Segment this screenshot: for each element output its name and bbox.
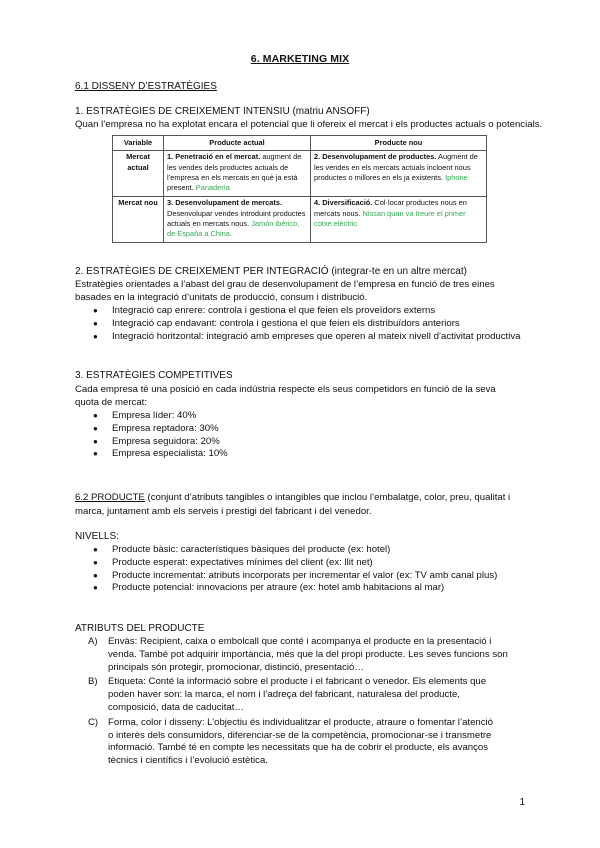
table-header-cell: Variable: [113, 136, 164, 151]
bullet-icon: ●: [93, 545, 98, 554]
list-item: [88, 676, 548, 714]
table-cell: [164, 151, 311, 197]
table-header-row: [113, 136, 487, 151]
list-letter: A): [88, 636, 98, 647]
strategy-example: Iphone: [445, 172, 468, 182]
paragraph-line: tècnics i científics i l’evolució estètica.: [108, 755, 268, 767]
list-letter: B): [88, 676, 98, 688]
integration-list: [75, 305, 545, 343]
producte-definition: (conjunt d’atributs tangibles o intangibles que inclou l’embalatge, color, preu, qualitat i: [144, 492, 511, 503]
list-item: [75, 448, 545, 461]
bullet-icon: ●: [93, 449, 98, 459]
section-heading-producte-line: [75, 491, 545, 504]
table-cell: [311, 151, 487, 197]
strategy-text: Col·locar productes nous en mercats nous.: [314, 198, 467, 218]
strategy-text: augment de les vendes dels productes actuals de l’empresa en els mercats en què ja està present.: [167, 152, 302, 193]
intro-creixement-intensiu: Quan l’empresa no ha explotat encara el potencial que li ofereix el mercat i els productes actuals o potencials.: [75, 119, 543, 130]
bullet-icon: ●: [93, 436, 98, 446]
list-item: [75, 331, 545, 344]
page-number: 1: [519, 797, 525, 808]
heading-competitives: 3. ESTRATÈGIES COMPETITIVES: [75, 370, 233, 381]
paragraph-line: Estratègies orientades a l’abast del grau de desenvolupament de l’empresa en funció de tres eines: [75, 279, 495, 290]
list-item: [75, 570, 545, 583]
nivells-list: [75, 544, 545, 595]
strategy-example: Panadería: [195, 183, 230, 193]
list-item-text: Producte bàsic: característiques bàsiques del producte (ex: hotel): [112, 544, 391, 555]
table-header-cell: Producte actual: [164, 136, 311, 151]
list-item: [75, 318, 545, 331]
table-header-cell: Producte nou: [311, 136, 487, 151]
table-cell-variable: Mercat actual: [113, 151, 164, 197]
table-row: [113, 197, 487, 243]
list-item-text: Empresa líder: 40%: [112, 410, 197, 421]
bullet-icon: ●: [93, 423, 98, 433]
strategy-title: 4. Diversificació.: [314, 198, 373, 208]
paragraph-line: Cada empresa té una posició en cada indústria respecte els seus competidors en funció de la seva: [75, 384, 496, 395]
list-item-text: Empresa seguidora: 20%: [112, 435, 220, 447]
list-item-text: Empresa reptadora: 30%: [112, 422, 219, 434]
list-item: [88, 636, 548, 674]
list-item-text: Empresa especialista: 10%: [112, 448, 228, 460]
bullet-icon: ●: [93, 331, 98, 341]
strategy-title: 1. Penetració en el mercat.: [167, 152, 261, 162]
heading-nivells: NIVELLS:: [75, 531, 119, 542]
page-title: 6. MARKETING MIX: [250, 53, 350, 65]
list-item: [75, 423, 545, 436]
paragraph-line: quota de mercat:: [75, 397, 147, 408]
paragraph-line: marca, juntament amb els serveis i prestigi del fabricant i del venedor.: [75, 506, 372, 517]
paragraph-line: poden haver son: la marca, el nom i l’adreça del fabricant, naturalesa del producte,: [108, 689, 460, 701]
heading-creixement-integracio: 2. ESTRATÈGIES DE CREIXEMENT PER INTEGRACIÓ (integrar-te en un altre mercat): [75, 266, 467, 277]
section-heading-disseny: 6.1 DISSENY D’ESTRATÈGIES: [75, 81, 217, 92]
strategy-example: Nissan quan va treure el primer cotxe elèctric: [314, 208, 466, 228]
list-item-text: Integració cap endavant: controla i gestiona el que feien els distribuïdors anteriors: [112, 317, 460, 329]
strategy-text: Desenvolupar vendes introduint productes actuals en mercats nous.: [167, 208, 306, 228]
list-item: [75, 557, 545, 570]
list-item: [88, 717, 548, 768]
bullet-icon: ●: [93, 570, 98, 580]
bullet-icon: ●: [93, 411, 98, 420]
list-item-text: Producte incrementat: atributs incorporats per incrementar el valor (ex: TV amb canal plus): [112, 569, 498, 581]
bullet-icon: ●: [93, 318, 98, 328]
list-item-text: Producte esperat: expectatives mínimes del client (ex: llit net): [112, 556, 373, 568]
ansoff-matrix-table: [112, 135, 487, 243]
paragraph-line: o interès dels consumidors, diferenciar-se de la competència, promocionar-se i transmetre: [108, 729, 492, 741]
strategy-title: 2. Desenvolupament de productes.: [314, 152, 437, 162]
table-cell-variable: Mercat nou: [113, 197, 164, 243]
paragraph-line: venda. També pot adquirir importància, més que la del propi producte. Les seves funcions son: [108, 648, 508, 660]
table-row: [113, 151, 487, 197]
strategy-text: Augment de les vendes en els mercats actuals incloent nous productes o millores en els ja existents.: [314, 152, 478, 182]
list-letter: C): [88, 716, 99, 728]
list-item-text: Integració horitzontal: integració amb empreses que operen al mateix nivell d’activitat productiva: [112, 330, 521, 342]
paragraph-line: Etiqueta: Conté la informació sobre el producte i el fabricant o venedor. Els elements que: [108, 676, 487, 688]
atributs-list: [88, 636, 548, 768]
list-item: [75, 305, 545, 318]
section-heading-producte: 6.2 PRODUCTE: [75, 492, 145, 503]
bullet-icon: ●: [93, 583, 98, 593]
paragraph-line: Forma, color i disseny: L’objectiu és individualitzar el producte, atraure o fomentar l’atenció: [108, 716, 494, 728]
heading-creixement-intensiu: 1. ESTRATÈGIES DE CREIXEMENT INTENSIU (matriu ANSOFF): [75, 106, 370, 117]
competitive-list: [75, 410, 545, 461]
list-item: [75, 436, 545, 449]
heading-atributs: ATRIBUTS DEL PRODUCTE: [75, 623, 205, 634]
bullet-icon: ●: [93, 557, 98, 567]
bullet-icon: ●: [93, 306, 98, 315]
table-cell: [311, 197, 487, 243]
paragraph-line: basades en la integració d’unitats de producció, consum i distribució.: [75, 292, 368, 303]
strategy-title: 3. Desenvolupament de mercats.: [167, 198, 283, 208]
list-item-text: Producte potencial: innovacions per atraure (ex: hotel amb habitacions al mar): [112, 582, 445, 594]
strategy-example: Jamón ibérico, de España a China.: [167, 218, 300, 239]
table-cell: [164, 197, 311, 243]
paragraph-line: Envàs: Recipient, caixa o embolcall que conté i acompanya el producte en la presentació i: [108, 636, 492, 647]
paragraph-line: informació. També té en compte les necessitats que ha de cobrir el producte, els avanços: [108, 742, 489, 754]
list-item: [75, 544, 545, 557]
list-item: [75, 582, 545, 595]
paragraph-line: principals són protegir, promocionar, distinció, presentació…: [108, 661, 364, 673]
list-item: [75, 410, 545, 423]
paragraph-line: composició, data de caducitat…: [108, 701, 244, 713]
list-item-text: Integració cap enrere: controla i gestiona el que feien els proveïdors externs: [112, 305, 436, 316]
